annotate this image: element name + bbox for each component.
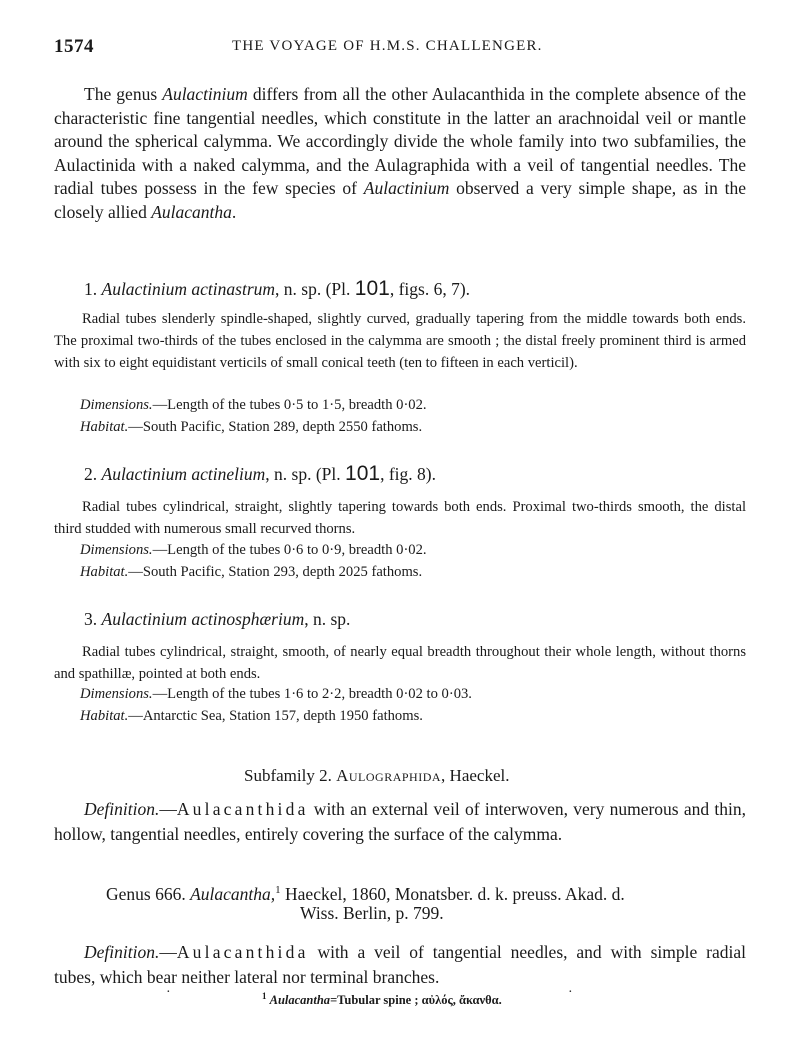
- subfamily-definition: Definition.—Aulacanthida with an external veil of interwoven, very numerous and thin, hollow, tangential needles, entirely covering the surface of the calymma.: [54, 799, 746, 844]
- species-habitat: Habitat.—South Pacific, Station 289, depth 2550 fathoms.: [80, 419, 423, 435]
- species-title: 3. Aulactinium actinosphærium, n. sp.: [84, 609, 351, 629]
- print-speck: ·: [166, 985, 171, 1000]
- running-title: THE VOYAGE OF H.M.S. CHALLENGER.: [232, 38, 543, 54]
- subfamily-heading: Subfamily 2. Aulographida, Haeckel.: [244, 766, 510, 785]
- footnote: $^1$ Aulacantha=Tubular spine ; αὐλός, ἄκανθα.: [262, 991, 502, 1008]
- genus-definition: Definition.—Aulacanthida with a veil of tangential needles, and with simple radial tubes, which bear neither lateral nor terminal branches.: [54, 942, 746, 987]
- species-title: 2. Aulactinium actinelium, n. sp. (Pl. 101, fig. 8).: [84, 462, 436, 485]
- species-description: Radial tubes cylindrical, straight, smooth, of nearly equal breadth throughout their whole length, without thorns and spathillæ, pointed at both ends.: [54, 644, 746, 682]
- species-habitat: Habitat.—South Pacific, Station 293, depth 2025 fathoms.: [80, 564, 423, 580]
- genus-heading: Genus 666. Aulacantha,$^1$ Haeckel, 1860, Monatsber. d. k. preuss. Akad. d.: [106, 883, 625, 904]
- species-dimensions: Dimensions.—Length of the tubes 1·6 to 2·2, breadth 0·02 to 0·03.: [80, 686, 472, 702]
- intro-paragraph: The genus Aulactinium differs from all the other Aulacanthida in the complete absence of the characteristic fine tangential needles, which constitute in the latter an arachnoidal veil or mantle around the spherical calymma. We accordingly divide the whole family into two subfamilies, the Aulactinida with a naked calymma, and the Aulagraphida with a veil of tangential needles. The radial tubes possess in the few species of Aulactinium observed a very simple shape, as in the closely allied Aulacantha.: [54, 84, 746, 222]
- species-dimensions: Dimensions.—Length of the tubes 0·6 to 0·9, breadth 0·02.: [80, 542, 427, 558]
- print-speck: ·: [568, 985, 573, 1000]
- species-description: Radial tubes slenderly spindle-shaped, slightly curved, gradually tapering from the middle towards both ends. The proximal two-thirds of the tubes enclosed in the calymma are smooth ; the distal freely prominent third is armed with six to eight equidistant verticils of small conical teeth (ten to fifteen in each verticil).: [54, 311, 746, 371]
- genus-heading-line2: Wiss. Berlin, p. 799.: [300, 903, 444, 923]
- species-description: Radial tubes cylindrical, straight, slightly tapering towards both ends. Proximal two-thirds smooth, the distal third studded with numerous small recurved thorns.: [54, 499, 746, 537]
- species-dimensions: Dimensions.—Length of the tubes 0·5 to 1·5, breadth 0·02.: [80, 397, 427, 413]
- species-habitat: Habitat.—Antarctic Sea, Station 157, depth 1950 fathoms.: [80, 708, 423, 724]
- page-number: 1574: [54, 36, 94, 57]
- species-title: 1. Aulactinium actinastrum, n. sp. (Pl. 101, figs. 6, 7).: [84, 277, 471, 300]
